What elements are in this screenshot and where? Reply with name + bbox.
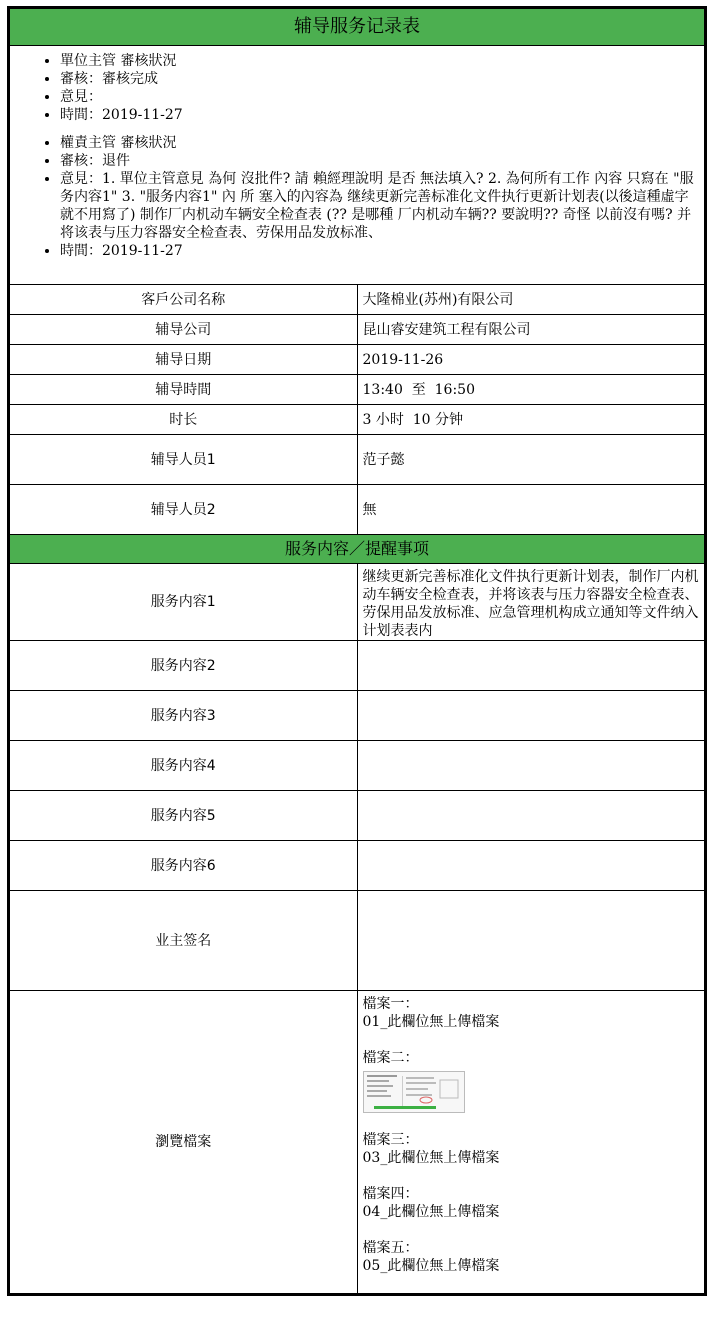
- signature-field[interactable]: [357, 891, 705, 991]
- service-record-form: [7, 6, 707, 1296]
- file-item-5: [363, 1239, 700, 1275]
- service-content-4-label: 服务内容4: [10, 741, 358, 791]
- service-content-1-value: 继续更新完善标准化文件执行更新计划表，制作厂内机动车辆安全检查表，并将该表与压力容器安全检查表、劳保用品发放标准、应急管理机构成立通知等文件纳入计划表表内: [357, 564, 705, 641]
- review-status-section: [10, 46, 705, 285]
- service-content-5-label: 服务内容5: [10, 791, 358, 841]
- table-row: [10, 315, 705, 345]
- table-row: [10, 741, 705, 791]
- table-row: [10, 285, 705, 315]
- table-row: [10, 791, 705, 841]
- file-list: [357, 991, 705, 1294]
- file-item-3: [363, 1131, 700, 1167]
- authority-supervisor-review: [14, 134, 694, 260]
- duration-label: 时长: [10, 405, 358, 435]
- file-title: 檔案一：: [362, 996, 419, 1012]
- service-content-4-value: [357, 741, 705, 791]
- service-content-5-value: [357, 791, 705, 841]
- file-item-4: [363, 1185, 700, 1221]
- consultant-2-label: 辅导人员2: [10, 485, 358, 535]
- service-content-2-value: [357, 641, 705, 691]
- service-content-1-label: 服务内容1: [10, 564, 358, 641]
- table-row: [10, 564, 705, 641]
- file-status: 03_此欄位無上傳檔案: [362, 1150, 500, 1166]
- file-status: 04_此欄位無上傳檔案: [362, 1204, 500, 1220]
- signature-label: 业主签名: [10, 891, 358, 991]
- consultant-2-value: 無: [357, 485, 705, 535]
- file-title: 檔案四：: [362, 1186, 419, 1202]
- table-row: [10, 375, 705, 405]
- review-role: • 權責主管 審核狀況: [60, 134, 694, 152]
- file-title: 檔案二：: [362, 1050, 419, 1066]
- file-title: 檔案三：: [362, 1132, 419, 1148]
- consulting-company-value: 昆山睿安建筑工程有限公司: [357, 315, 705, 345]
- service-section-header: 服务内容／提醒事项: [10, 535, 705, 564]
- review-role: • 單位主管 審核狀況: [60, 52, 694, 70]
- consulting-date-label: 辅导日期: [10, 345, 358, 375]
- service-content-2-label: 服务内容2: [10, 641, 358, 691]
- table-row: [10, 841, 705, 891]
- document-thumbnail[interactable]: [363, 1071, 465, 1113]
- review-time: • 時間：2019-11-27: [60, 242, 694, 260]
- table-row: [10, 345, 705, 375]
- table-row: [10, 691, 705, 741]
- consulting-time-value: 13:40 至 16:50: [357, 375, 705, 405]
- table-row: [10, 435, 705, 485]
- review-status: • 審核：退件: [60, 152, 694, 170]
- service-content-3-label: 服务内容3: [10, 691, 358, 741]
- file-title: 檔案五：: [362, 1240, 419, 1256]
- file-status: 05_此欄位無上傳檔案: [362, 1258, 500, 1274]
- table-row: [10, 991, 705, 1294]
- review-opinion: • 意見：1. 單位主管意見 為何 沒批件? 請 賴經理說明 是否 無法填入? 2. 為何所有工作 內容 只寫在 "服务内容1" 3. "服务内容1" 內 所 塞入的內容為 继续更新完善标准化文件执行更新计划表(以後這種虛字就不用寫了) 制作厂内机动车辆安全检查表 (?? 是哪種 厂内机动车辆?? 要說明?? 奇怪 以前沒有嗎? 并将该表与压力容器安全检查表、劳保用品发放标准、: [60, 170, 694, 242]
- browse-files-label: 瀏覽檔案: [10, 991, 358, 1294]
- client-company-label: 客戶公司名称: [10, 285, 358, 315]
- service-content-6-value: [357, 841, 705, 891]
- file-item-1: [363, 995, 700, 1031]
- client-company-value: 大隆棉业(苏州)有限公司: [357, 285, 705, 315]
- consulting-date-value: 2019-11-26: [357, 345, 705, 375]
- table-row: [10, 641, 705, 691]
- consulting-time-label: 辅导時間: [10, 375, 358, 405]
- review-opinion: • 意見：: [60, 88, 694, 106]
- consultant-1-value: 范子懿: [357, 435, 705, 485]
- service-content-6-label: 服务内容6: [10, 841, 358, 891]
- service-content-3-value: [357, 691, 705, 741]
- consultant-1-label: 辅导人员1: [10, 435, 358, 485]
- page-title: 辅导服务记录表: [10, 9, 705, 46]
- review-time: • 時間：2019-11-27: [60, 106, 694, 124]
- duration-value: 3 小时 10 分钟: [357, 405, 705, 435]
- table-row: [10, 405, 705, 435]
- unit-supervisor-review: [14, 52, 694, 124]
- consulting-company-label: 辅导公司: [10, 315, 358, 345]
- file-status: 01_此欄位無上傳檔案: [362, 1014, 500, 1030]
- table-row: [10, 485, 705, 535]
- file-item-2: [363, 1049, 700, 1113]
- review-status: • 審核：審核完成: [60, 70, 694, 88]
- table-row: [10, 891, 705, 991]
